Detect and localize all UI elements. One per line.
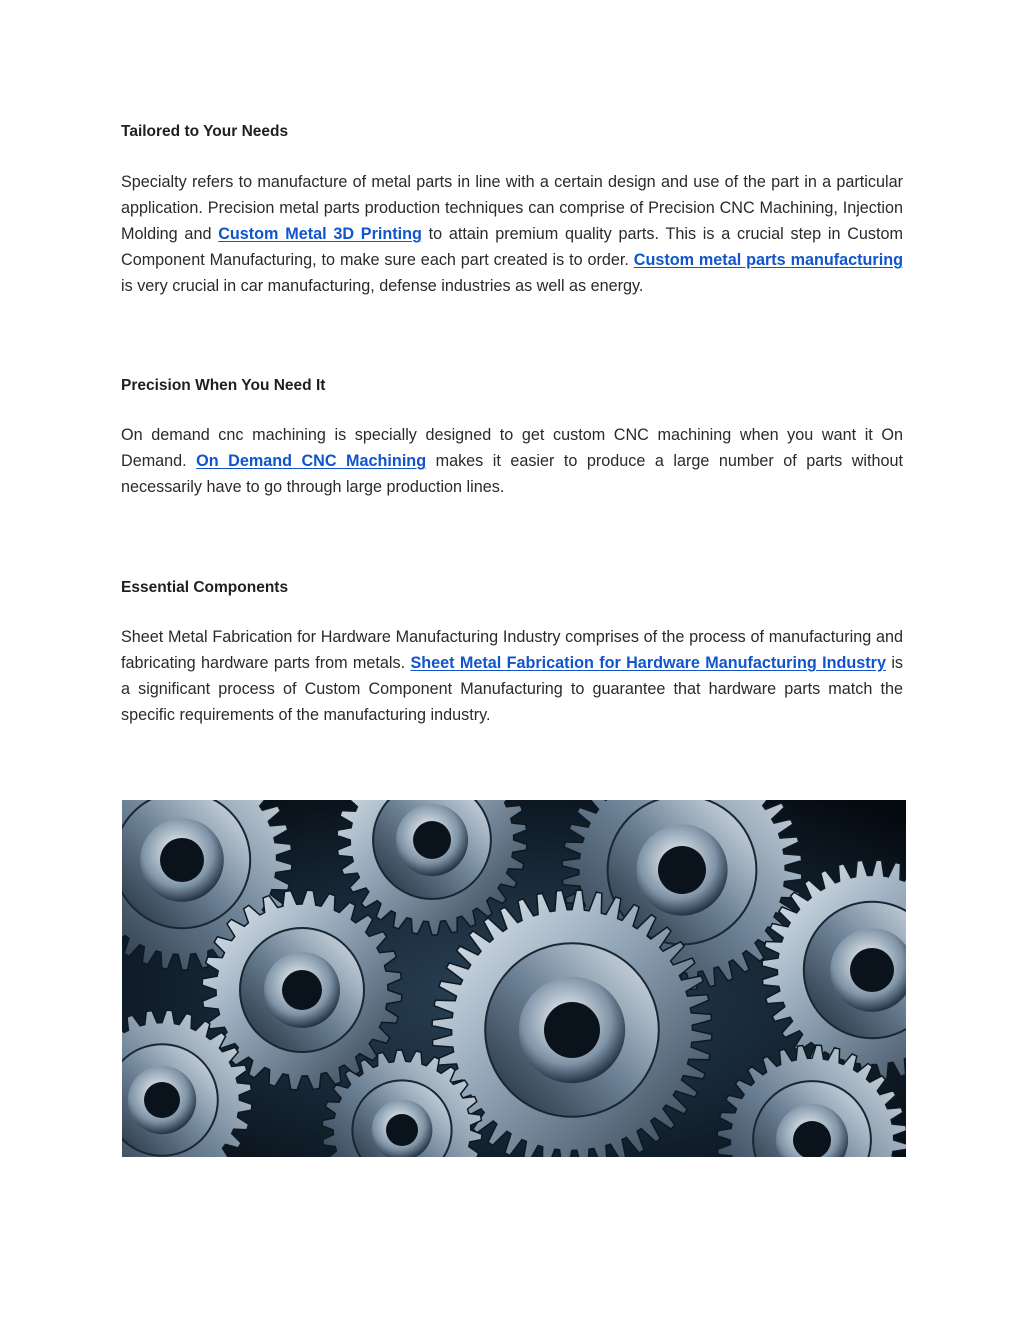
paragraph-text: Specialty refers to manufacture of metal parts in line with a certain design and use of the part in a particular application. Precision metal parts production techniques can comprise of Precision CNC Machining, Injection Molding and	[121, 173, 903, 243]
gears-photo	[122, 800, 906, 1157]
gear-main-bore	[544, 1002, 600, 1058]
link-custom-metal-parts-manufacturing[interactable]: Custom metal parts manufacturing	[633, 251, 903, 269]
paragraph-text: is a significant process of Custom Component Manufacturing to guarantee that hardware parts match the specific requirements of the manufacturing industry.	[121, 654, 904, 724]
gear-top-right-bore	[658, 846, 706, 894]
paragraph-text: to attain premium quality parts. This is a crucial step in Custom Component Manufacturing, to make sure each part created is to order.	[121, 225, 903, 269]
gear-right-bore	[850, 948, 894, 992]
paragraph-text: makes it easier to produce a large number of parts without necessarily have to go through large production lines.	[121, 452, 903, 496]
gear-top-left-bore	[160, 838, 204, 882]
section-heading-precision: Precision When You Need It	[121, 377, 326, 394]
section-heading-essential: Essential Components	[121, 579, 289, 596]
paragraph-text: Sheet Metal Fabrication for Hardware Manufacturing Industry comprises of the process of manufacturing and fabricating hardware parts from metals.	[121, 628, 903, 672]
section-paragraph-essential	[121, 624, 903, 728]
gear-bottom-center-bore	[386, 1114, 418, 1146]
paragraph-text: is very crucial in car manufacturing, defense industries as well as energy.	[121, 277, 644, 295]
link-sheet-metal-fabrication[interactable]: Sheet Metal Fabrication for Hardware Manufacturing Industry	[410, 654, 886, 672]
section-paragraph-precision	[121, 422, 903, 500]
gear-left-center-bore	[282, 970, 322, 1010]
gear-bottom-left-bore	[144, 1082, 180, 1118]
link-custom-metal-3d-printing[interactable]: Custom Metal 3D Printing	[218, 225, 422, 243]
gears-illustration	[122, 800, 906, 1157]
gear-top-center-bore	[413, 821, 451, 859]
paragraph-text: On demand cnc machining is specially designed to get custom CNC machining when you want it On Demand.	[121, 426, 903, 470]
section-heading-tailored: Tailored to Your Needs	[121, 123, 289, 140]
link-on-demand-cnc-machining[interactable]: On Demand CNC Machining	[196, 452, 427, 470]
section-paragraph-tailored	[121, 169, 903, 299]
